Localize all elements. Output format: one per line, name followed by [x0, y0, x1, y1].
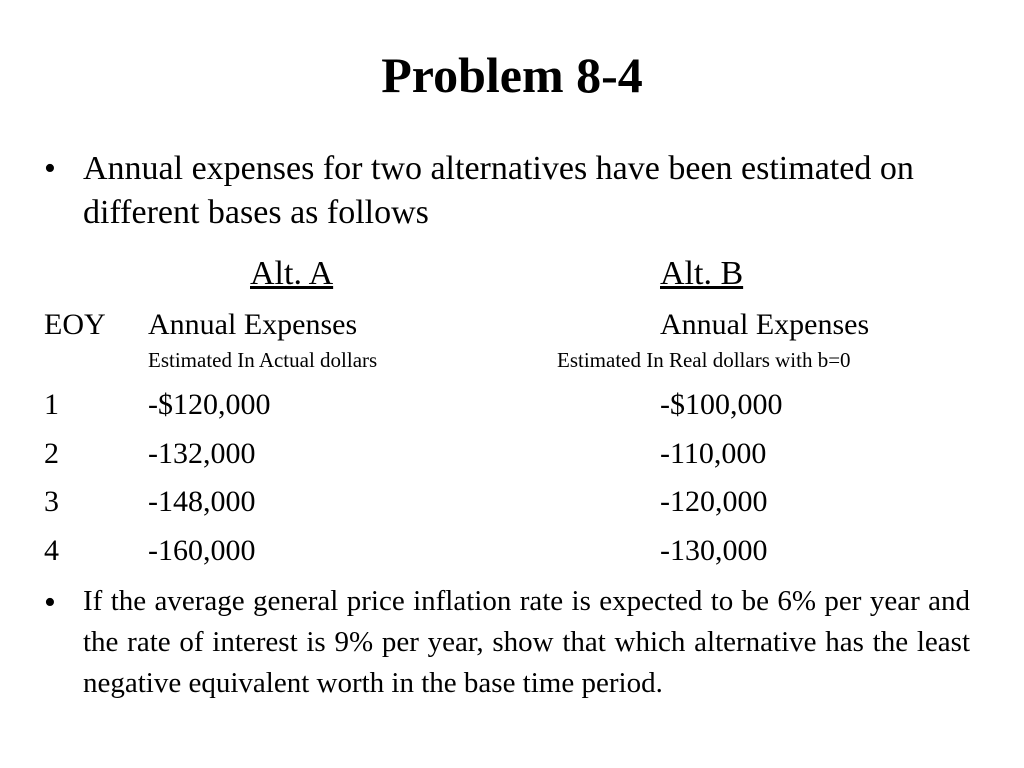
- question-text: If the average general price inflation rate is expected to be 6% per year and the rate of interest is 9% per year, show that which alternative has the least negative equivalent worth in the base time period.: [83, 585, 970, 699]
- table-row-alt-b: -120,000: [660, 485, 768, 518]
- alt-a-subheader: Estimated In Actual dollars: [148, 348, 378, 372]
- slide-title: Problem 8-4: [381, 47, 643, 103]
- table-row-eoy: 4: [44, 534, 59, 567]
- table-row-alt-a: -132,000: [148, 437, 256, 470]
- alt-b-column-header: Annual Expenses: [660, 308, 870, 341]
- table-row-alt-a: -160,000: [148, 534, 256, 567]
- bullet-marker: •: [44, 584, 56, 621]
- table-row-alt-b: -$100,000: [660, 388, 783, 421]
- eoy-column-header: EOY: [44, 308, 106, 341]
- alt-b-subheader: Estimated In Real dollars with b=0: [557, 348, 851, 372]
- bullet-marker: •: [44, 150, 56, 187]
- table-row-eoy: 1: [44, 388, 59, 421]
- alt-a-column-header: Annual Expenses: [148, 308, 358, 341]
- table-row-alt-a: -148,000: [148, 485, 256, 518]
- table-row-alt-b: -110,000: [660, 437, 767, 470]
- intro-text: Annual expenses for two alternatives have been estimated on different bases as follows: [83, 150, 914, 231]
- table-row-eoy: 3: [44, 485, 59, 518]
- table-row-alt-b: -130,000: [660, 534, 768, 567]
- alt-a-header: Alt. A: [250, 255, 334, 292]
- table-row-alt-a: -$120,000: [148, 388, 271, 421]
- alt-b-header: Alt. B: [660, 255, 744, 292]
- table-row-eoy: 2: [44, 437, 59, 470]
